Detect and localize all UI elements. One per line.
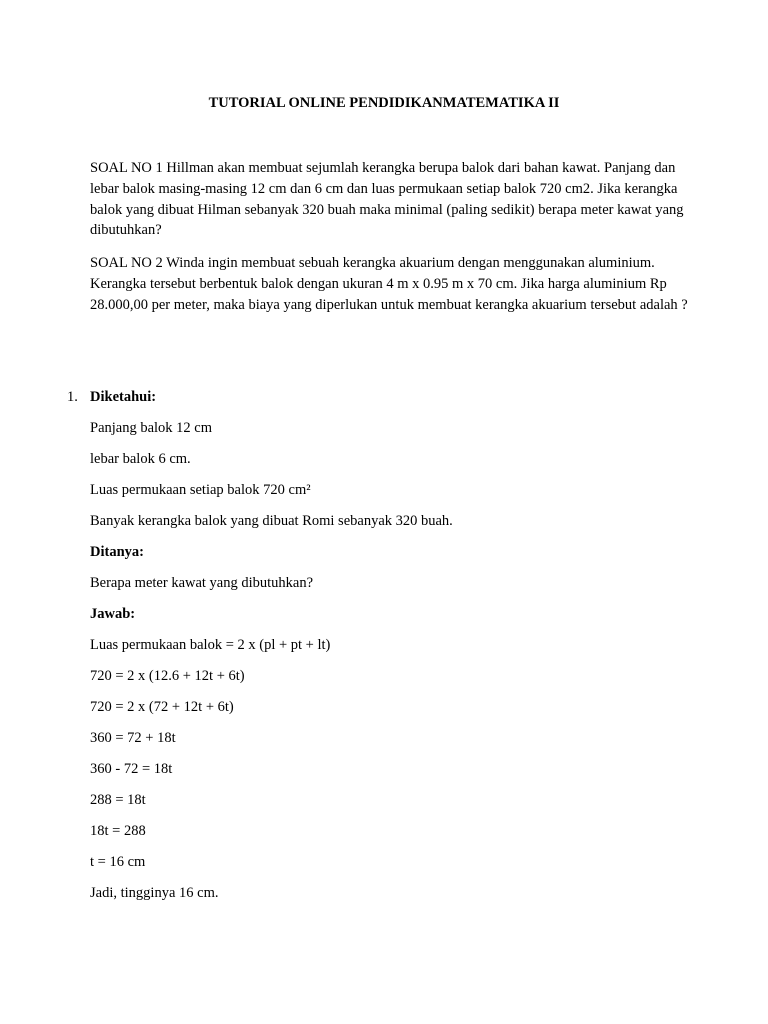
solution-step: Luas permukaan balok = 2 x (pl + pt + lt) [90,637,331,653]
solution-step: 288 = 18t [90,792,146,808]
jawab-heading: Jawab: [90,606,136,622]
question-2: SOAL NO 2 Winda ingin membuat sebuah kerangka akuarium dengan menggunakan aluminium. Kerangka tersebut berbentuk balok dengan ukuran 4 m x 0.95 m x 70 cm. Jika harga aluminium Rp 28.000,00 per meter, maka biaya yang diperlukan untuk membuat kerangka akuarium tersebut adalah ? [90,255,688,313]
solution-step: 720 = 2 x (72 + 12t + 6t) [90,699,234,715]
known-item: lebar balok 6 cm. [90,451,191,467]
answer-number: 1. [67,389,78,405]
document-title: TUTORIAL ONLINE PENDIDIKANMATEMATIKA II [208,95,560,111]
question-1: SOAL NO 1 Hillman akan membuat sejumlah kerangka berupa balok dari bahan kawat. Panjang dan lebar balok masing-masing 12 cm dan 6 cm dan luas permukaan setiap balok 720 cm2. Jika kerangka balok yang dibuat Hilman sebanyak 320 buah maka minimal (paling sedikit) berapa meter kawat yang dibutuhkan? [90,160,684,239]
known-item: Panjang balok 12 cm [90,420,213,436]
conclusion: Jadi, tingginya 16 cm. [90,885,219,901]
solution-step: 360 - 72 = 18t [90,761,173,777]
known-item: Banyak kerangka balok yang dibuat Romi sebanyak 320 buah. [90,513,453,529]
solution-step: t = 16 cm [90,854,146,870]
diketahui-heading: Diketahui: [90,389,157,405]
known-item: Luas permukaan setiap balok 720 cm² [90,482,311,498]
solution-step: 18t = 288 [90,823,146,839]
asked-item: Berapa meter kawat yang dibutuhkan? [90,575,314,591]
ditanya-heading: Ditanya: [90,544,144,560]
solution-step: 720 = 2 x (12.6 + 12t + 6t) [90,668,245,684]
solution-step: 360 = 72 + 18t [90,730,176,746]
